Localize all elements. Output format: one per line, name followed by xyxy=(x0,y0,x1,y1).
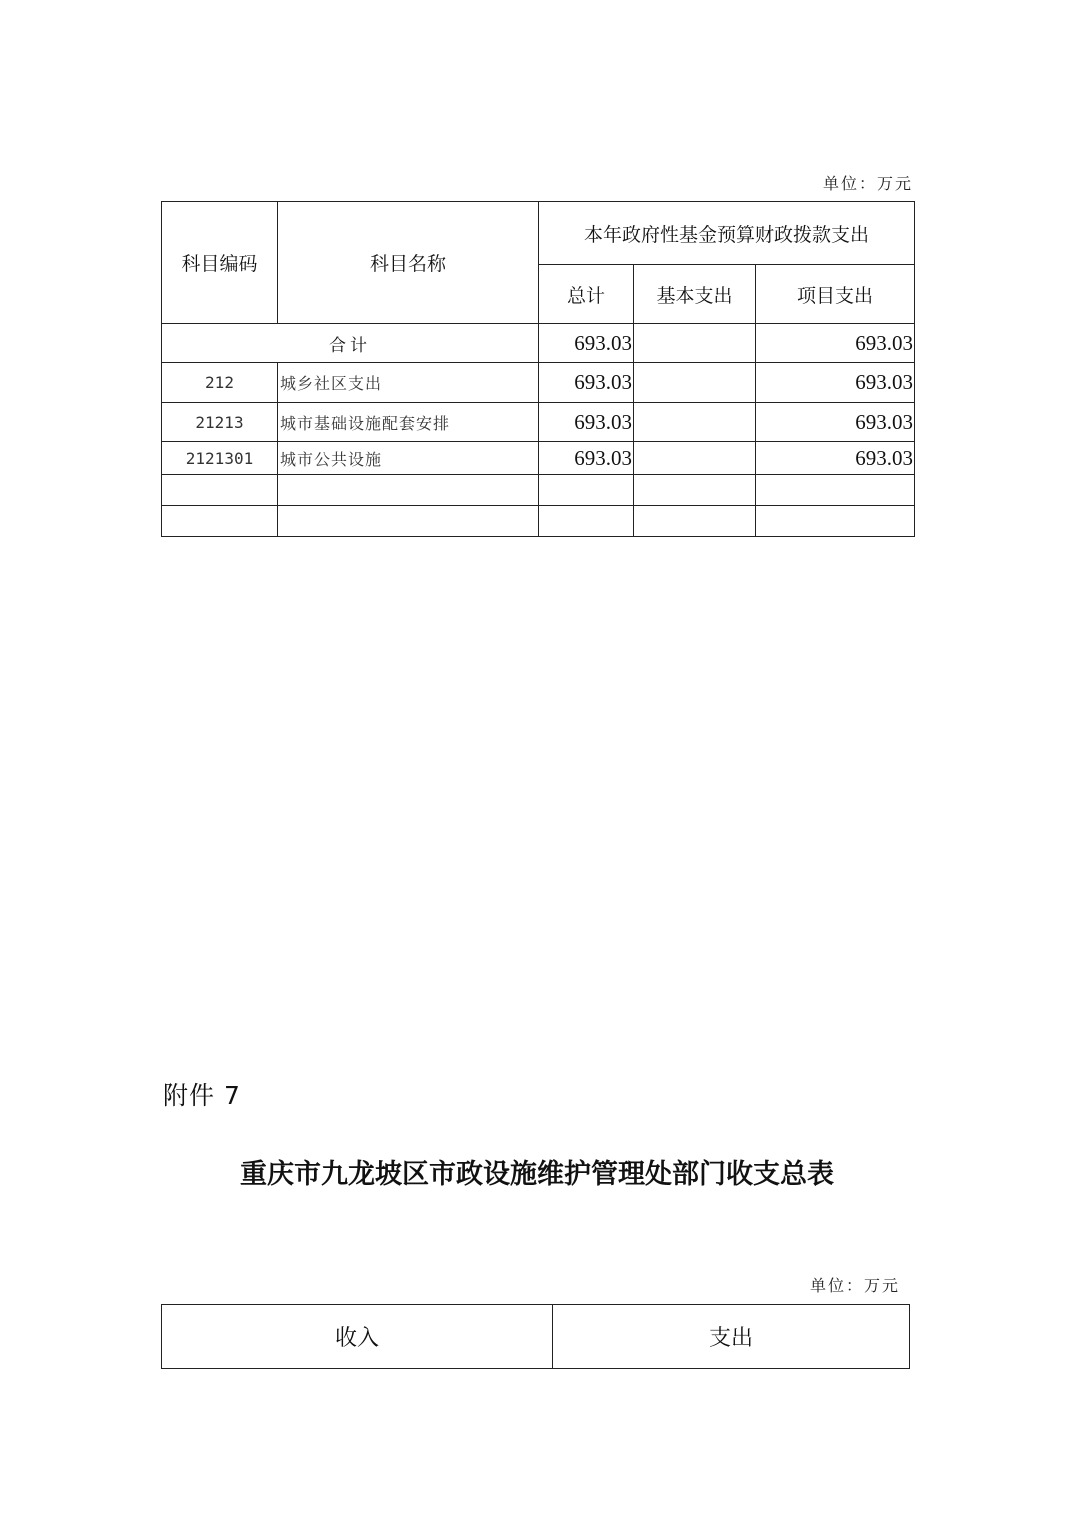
unit-label-table2: 单位：万元 xyxy=(810,1276,901,1295)
row-basic xyxy=(634,403,756,442)
header-subject-code: 科目编码 xyxy=(162,202,278,324)
row-project: 693.03 xyxy=(756,442,915,475)
row-name: 城乡社区支出 xyxy=(278,363,539,403)
row-basic xyxy=(634,442,756,475)
empty-cell xyxy=(756,475,915,506)
empty-cell xyxy=(162,506,278,537)
empty-cell xyxy=(634,475,756,506)
document-title: 重庆市九龙坡区市政设施维护管理处部门收支总表 xyxy=(240,1159,834,1190)
empty-cell xyxy=(539,475,634,506)
table-row-empty xyxy=(162,475,915,506)
header-expense: 支出 xyxy=(553,1305,910,1369)
row-total: 693.03 xyxy=(539,403,634,442)
header-fund-expenditure: 本年政府性基金预算财政拨款支出 xyxy=(539,202,915,265)
empty-cell xyxy=(162,475,278,506)
row-project: 693.03 xyxy=(756,363,915,403)
income-expenditure-summary-table xyxy=(161,1304,910,1369)
table-row xyxy=(162,363,915,403)
empty-cell xyxy=(756,506,915,537)
row-name: 城市基础设施配套安排 xyxy=(278,403,539,442)
row-total: 693.03 xyxy=(539,442,634,475)
row-code: 21213 xyxy=(162,403,278,442)
row-total: 693.03 xyxy=(539,363,634,403)
empty-cell xyxy=(278,506,539,537)
total-project: 693.03 xyxy=(756,324,915,363)
empty-cell xyxy=(278,475,539,506)
table-row xyxy=(162,442,915,475)
header-total: 总计 xyxy=(539,265,634,324)
header-income: 收入 xyxy=(162,1305,553,1369)
header-subject-name: 科目名称 xyxy=(278,202,539,324)
header-basic: 基本支出 xyxy=(634,265,756,324)
row-project: 693.03 xyxy=(756,403,915,442)
row-basic xyxy=(634,363,756,403)
table-row xyxy=(162,403,915,442)
attachment-label: 附件 7 xyxy=(163,1081,241,1110)
empty-cell xyxy=(539,506,634,537)
empty-cell xyxy=(634,506,756,537)
table-row-empty xyxy=(162,506,915,537)
row-code: 212 xyxy=(162,363,278,403)
header-project: 项目支出 xyxy=(756,265,915,324)
row-name: 城市公共设施 xyxy=(278,442,539,475)
total-basic xyxy=(634,324,756,363)
row-code: 2121301 xyxy=(162,442,278,475)
table-row-total xyxy=(162,324,915,363)
total-label: 合计 xyxy=(162,324,539,363)
government-fund-expenditure-table xyxy=(161,201,915,537)
total-total: 693.03 xyxy=(539,324,634,363)
unit-label-table1: 单位：万元 xyxy=(823,174,914,193)
